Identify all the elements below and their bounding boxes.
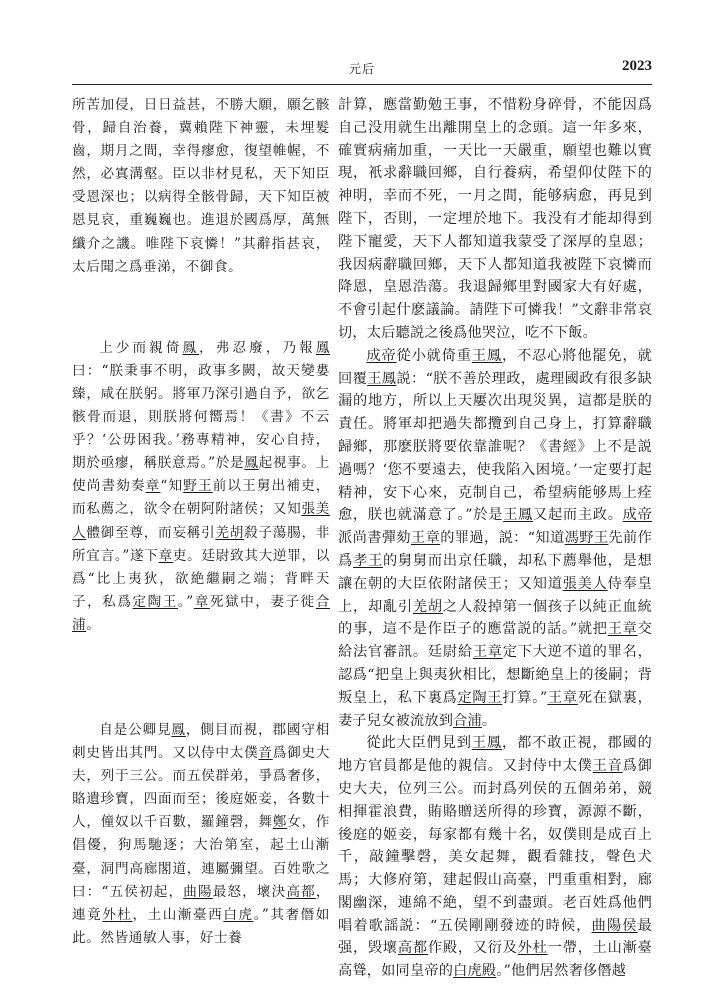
proper-name: 成帝 bbox=[366, 347, 397, 364]
text-run: ，弗忍廢，乃報 bbox=[199, 339, 316, 356]
proper-name: 章 bbox=[158, 547, 173, 564]
text-run: ，不忍心將他罷免，就回覆 bbox=[338, 347, 652, 387]
text-run: 死獄中，妻子徙 bbox=[209, 593, 316, 610]
page-number: 2023 bbox=[622, 58, 652, 74]
proper-name: 曲陽 bbox=[183, 883, 213, 900]
text-run: 。” bbox=[177, 593, 194, 610]
proper-name: 外杜 bbox=[517, 940, 548, 957]
proper-name: 王鳳 bbox=[367, 370, 397, 387]
proper-name: 合浦 bbox=[453, 712, 482, 729]
proper-name: 王章 bbox=[607, 621, 638, 638]
text-run: 一帶，土山漸臺高聳，如同皇帝的 bbox=[338, 940, 652, 980]
translation-paragraph-3 bbox=[338, 732, 652, 983]
text-run: 所苦加侵，日日益甚，不勝大願，願乞骸骨，歸自治養，冀賴陛下神靈，未埋髮齒，期月之間，幸得瘳愈，復望帷幄，不然，必寘溝壑。臣以非材見私，天下知臣受恩深也；以病得全骸骨歸，天下知臣被恩見哀，重巍巍也。進退於國爲厚，萬無纖介之譏。唯陛下哀憐！”其辭指甚哀，太后聞之爲垂涕，不御食。 bbox=[72, 97, 330, 275]
text-run: 派尚書彈劾 bbox=[338, 530, 411, 547]
classical-paragraph-1 bbox=[72, 94, 330, 279]
proper-name: 羌胡 bbox=[215, 524, 245, 541]
text-run: 的罪過，説：“知道 bbox=[440, 530, 565, 547]
text-run: 死在獄裏，妻子兒女被流放到 bbox=[338, 689, 652, 729]
proper-name: 王章 bbox=[547, 689, 578, 706]
proper-name: 白虎 bbox=[223, 906, 254, 923]
text-run: 最强，毁壞 bbox=[338, 917, 652, 957]
text-run: 最怒，壞決 bbox=[212, 883, 287, 900]
text-run: 自是公卿見 bbox=[99, 721, 172, 738]
proper-name: 野王 bbox=[183, 478, 213, 495]
proper-name: 王鳳 bbox=[471, 347, 502, 364]
classical-paragraph-2 bbox=[72, 337, 330, 637]
classical-paragraph-3 bbox=[72, 719, 330, 950]
text-run: 吏。廷尉致其大逆罪，以爲“比上夷狄，欲絶繼嗣之端；背畔天子，私爲 bbox=[72, 547, 330, 610]
header-rule bbox=[72, 84, 652, 85]
text-run: 計算，應當勤勉王事，不惜粉身碎骨，不能因爲自己没用就生出離開皇上的念頭。這一年多來，確實病痛加重，一天比一天嚴重，願望也難以實現，衹求辭職回鄉，自行養病，希望仰仗陛下的神明，幸而不死，一月之間，能够病愈，再見到陛下，否則，一定埋於地下。我没有才能却得到陛下寵愛，天下人都知道我蒙受了深厚的皇恩；我因病辭職回鄉，天下人都知道我被陛下哀憐而降恩，皇恩浩蕩。我退歸鄉里對國家大有好處，不會引起什麽議論。請陛下可憐我！”文辭非常哀切，太后聽説之後爲他哭泣，吃不下飯。 bbox=[338, 97, 652, 341]
text-run: 之人殺掉第一個孩子以純正血統的事，這不是作臣子的應當説的話。”就把 bbox=[338, 598, 652, 638]
text-run: ，側目而視，郡國守相刺史皆出其門。又以侍中太僕 bbox=[72, 721, 331, 762]
running-title: 元后 bbox=[348, 62, 375, 76]
text-run: 女，作倡優，狗馬馳逐；大治第室，起土山漸臺，洞門高廊閣道，連屬彌望。百姓歌之曰：“五侯初起， bbox=[72, 814, 330, 900]
proper-name: 王音 bbox=[592, 758, 623, 775]
page-header bbox=[72, 58, 652, 82]
proper-name: 鳳 bbox=[171, 721, 186, 738]
text-run: 説：“朕不善於理政，處理國政有很多缺漏的地方，所以上天屢次出現災異，這都是朕的責任。將軍却把過失都攬到自己身上，打算辭職歸鄉，那麽朕將要依靠誰呢？《書經》上不是説過嗎？‘您不要遠去，使我陷入困境。’一定要打起精神，安下心來，克制自己，希望病能够馬上痊愈，朕也就滿意了。”於是 bbox=[338, 370, 653, 524]
proper-name: 外杜 bbox=[102, 906, 133, 923]
proper-name: 成帝 bbox=[622, 507, 652, 524]
text-run: 前以王舅出補吏，而私薦之，欲令在朝阿附諸侯；又知 bbox=[72, 478, 330, 518]
proper-name: 王鳳 bbox=[503, 507, 534, 524]
text-run: 。”其奢僭如此。然皆通敏人事，好士養 bbox=[72, 906, 330, 946]
text-run: 定下大逆不道的罪名，認爲“把皇上與夷狄相比，想斷絶皇上的後嗣；背叛皇上，私下裏爲 bbox=[338, 644, 652, 706]
proper-name: 鄭 bbox=[272, 814, 288, 831]
proper-name: 孝王 bbox=[352, 552, 383, 569]
paragraph-gap bbox=[72, 637, 330, 719]
text-run: 。 bbox=[86, 616, 101, 633]
proper-name: 章 bbox=[145, 478, 161, 495]
paragraph-gap bbox=[72, 279, 330, 337]
proper-name: 張美人 bbox=[72, 501, 330, 541]
text-run: 。”他們居然奢侈僭越 bbox=[496, 963, 627, 980]
text-run: “知 bbox=[160, 478, 184, 495]
text-run: ，土山漸臺西 bbox=[132, 906, 224, 923]
text-run: 從小就倚重 bbox=[396, 347, 472, 364]
text-run: 。 bbox=[481, 712, 497, 729]
proper-name: 張美人 bbox=[562, 575, 608, 592]
proper-name: 馮野王 bbox=[564, 530, 609, 547]
proper-name: 王章 bbox=[410, 530, 441, 547]
text-run: 的舅舅而出京任職，却私下薦舉他，是想讓在朝的大臣依附諸侯王；又知道 bbox=[338, 552, 652, 592]
text-run: ，都不敢正視，郡國的地方官員都是他的親信。又封侍中太僕 bbox=[338, 735, 652, 775]
proper-name: 高都 bbox=[397, 940, 428, 957]
proper-name: 鳳 bbox=[182, 339, 200, 356]
text-run: 打算。” bbox=[502, 689, 548, 706]
text-run: 上少而親倚 bbox=[99, 339, 183, 356]
proper-name: 鳳 bbox=[244, 455, 259, 472]
text-run: 體御至尊，而妄稱引 bbox=[86, 524, 216, 541]
text-run: 先前作爲 bbox=[338, 530, 652, 569]
proper-name: 定陶王 bbox=[132, 593, 178, 610]
text-run: 爲御史大夫，列于三公。而五侯群弟，爭爲奢侈，賂遺珍寶，四面而至；後庭姬妾，各數十人，僮奴以千百數，羅鐘磬，舞 bbox=[72, 745, 330, 831]
text-run: ，連竟 bbox=[72, 883, 331, 923]
proper-name: 王章 bbox=[472, 644, 503, 661]
translation-paragraph-2 bbox=[338, 345, 652, 733]
text-run: 爲御史大夫，位列三公。而封爲列侯的五個弟弟，競相揮霍浪費，賄賂贈送所得的珍寶，源源不斷，後庭的姬妾，每家都有幾十名，奴僕則是成百上千，敲鐘擊磬，美女起舞，觀看雜技，聲色犬馬；大修府第，建起假山高臺，門重重相對，廊閣幽深，連綿不絶，望不到盡頭。老百姓爲他們唱着歌謡説：“五侯剛剛發迹的時候， bbox=[338, 758, 652, 934]
text-run: 交給法官審訊。廷尉給 bbox=[338, 621, 652, 661]
classical-text-column bbox=[72, 94, 330, 950]
proper-name: 合浦 bbox=[72, 593, 330, 633]
text-run: 作殿，又衍及 bbox=[427, 940, 518, 957]
proper-name: 音 bbox=[258, 745, 273, 762]
text-run: 從此大臣們見到 bbox=[366, 735, 472, 752]
text-run: 又起而主政。 bbox=[533, 507, 623, 524]
proper-name: 羌胡 bbox=[412, 598, 443, 615]
proper-name: 曲陽侯 bbox=[591, 917, 638, 934]
proper-name: 高都 bbox=[286, 883, 316, 900]
proper-name: 白虎殿 bbox=[453, 963, 497, 980]
proper-name: 章 bbox=[193, 593, 210, 610]
translation-column bbox=[338, 94, 652, 983]
text-run: 侍奉皇上，却亂引 bbox=[338, 575, 652, 615]
proper-name: 王鳳 bbox=[471, 735, 502, 752]
translation-paragraph-1 bbox=[338, 94, 652, 345]
proper-name: 定陶王 bbox=[457, 689, 503, 706]
text-run: 起視事。上使尚書劾奏 bbox=[72, 455, 330, 495]
text-run: 曰：“朕秉事不明，政事多闕，故天變婁臻，咸在朕躬。將軍乃深引過自予，欲乞骸骨而退，則朕將何嚮焉！《書》不云乎？‘公毋困我。’務專精神，安心自持，期於亟瘳，稱朕意焉。”於是 bbox=[72, 362, 330, 472]
text-run: 殺子蕩腸，非所宜言。”遂下 bbox=[72, 524, 330, 564]
proper-name: 鳳 bbox=[315, 339, 331, 356]
